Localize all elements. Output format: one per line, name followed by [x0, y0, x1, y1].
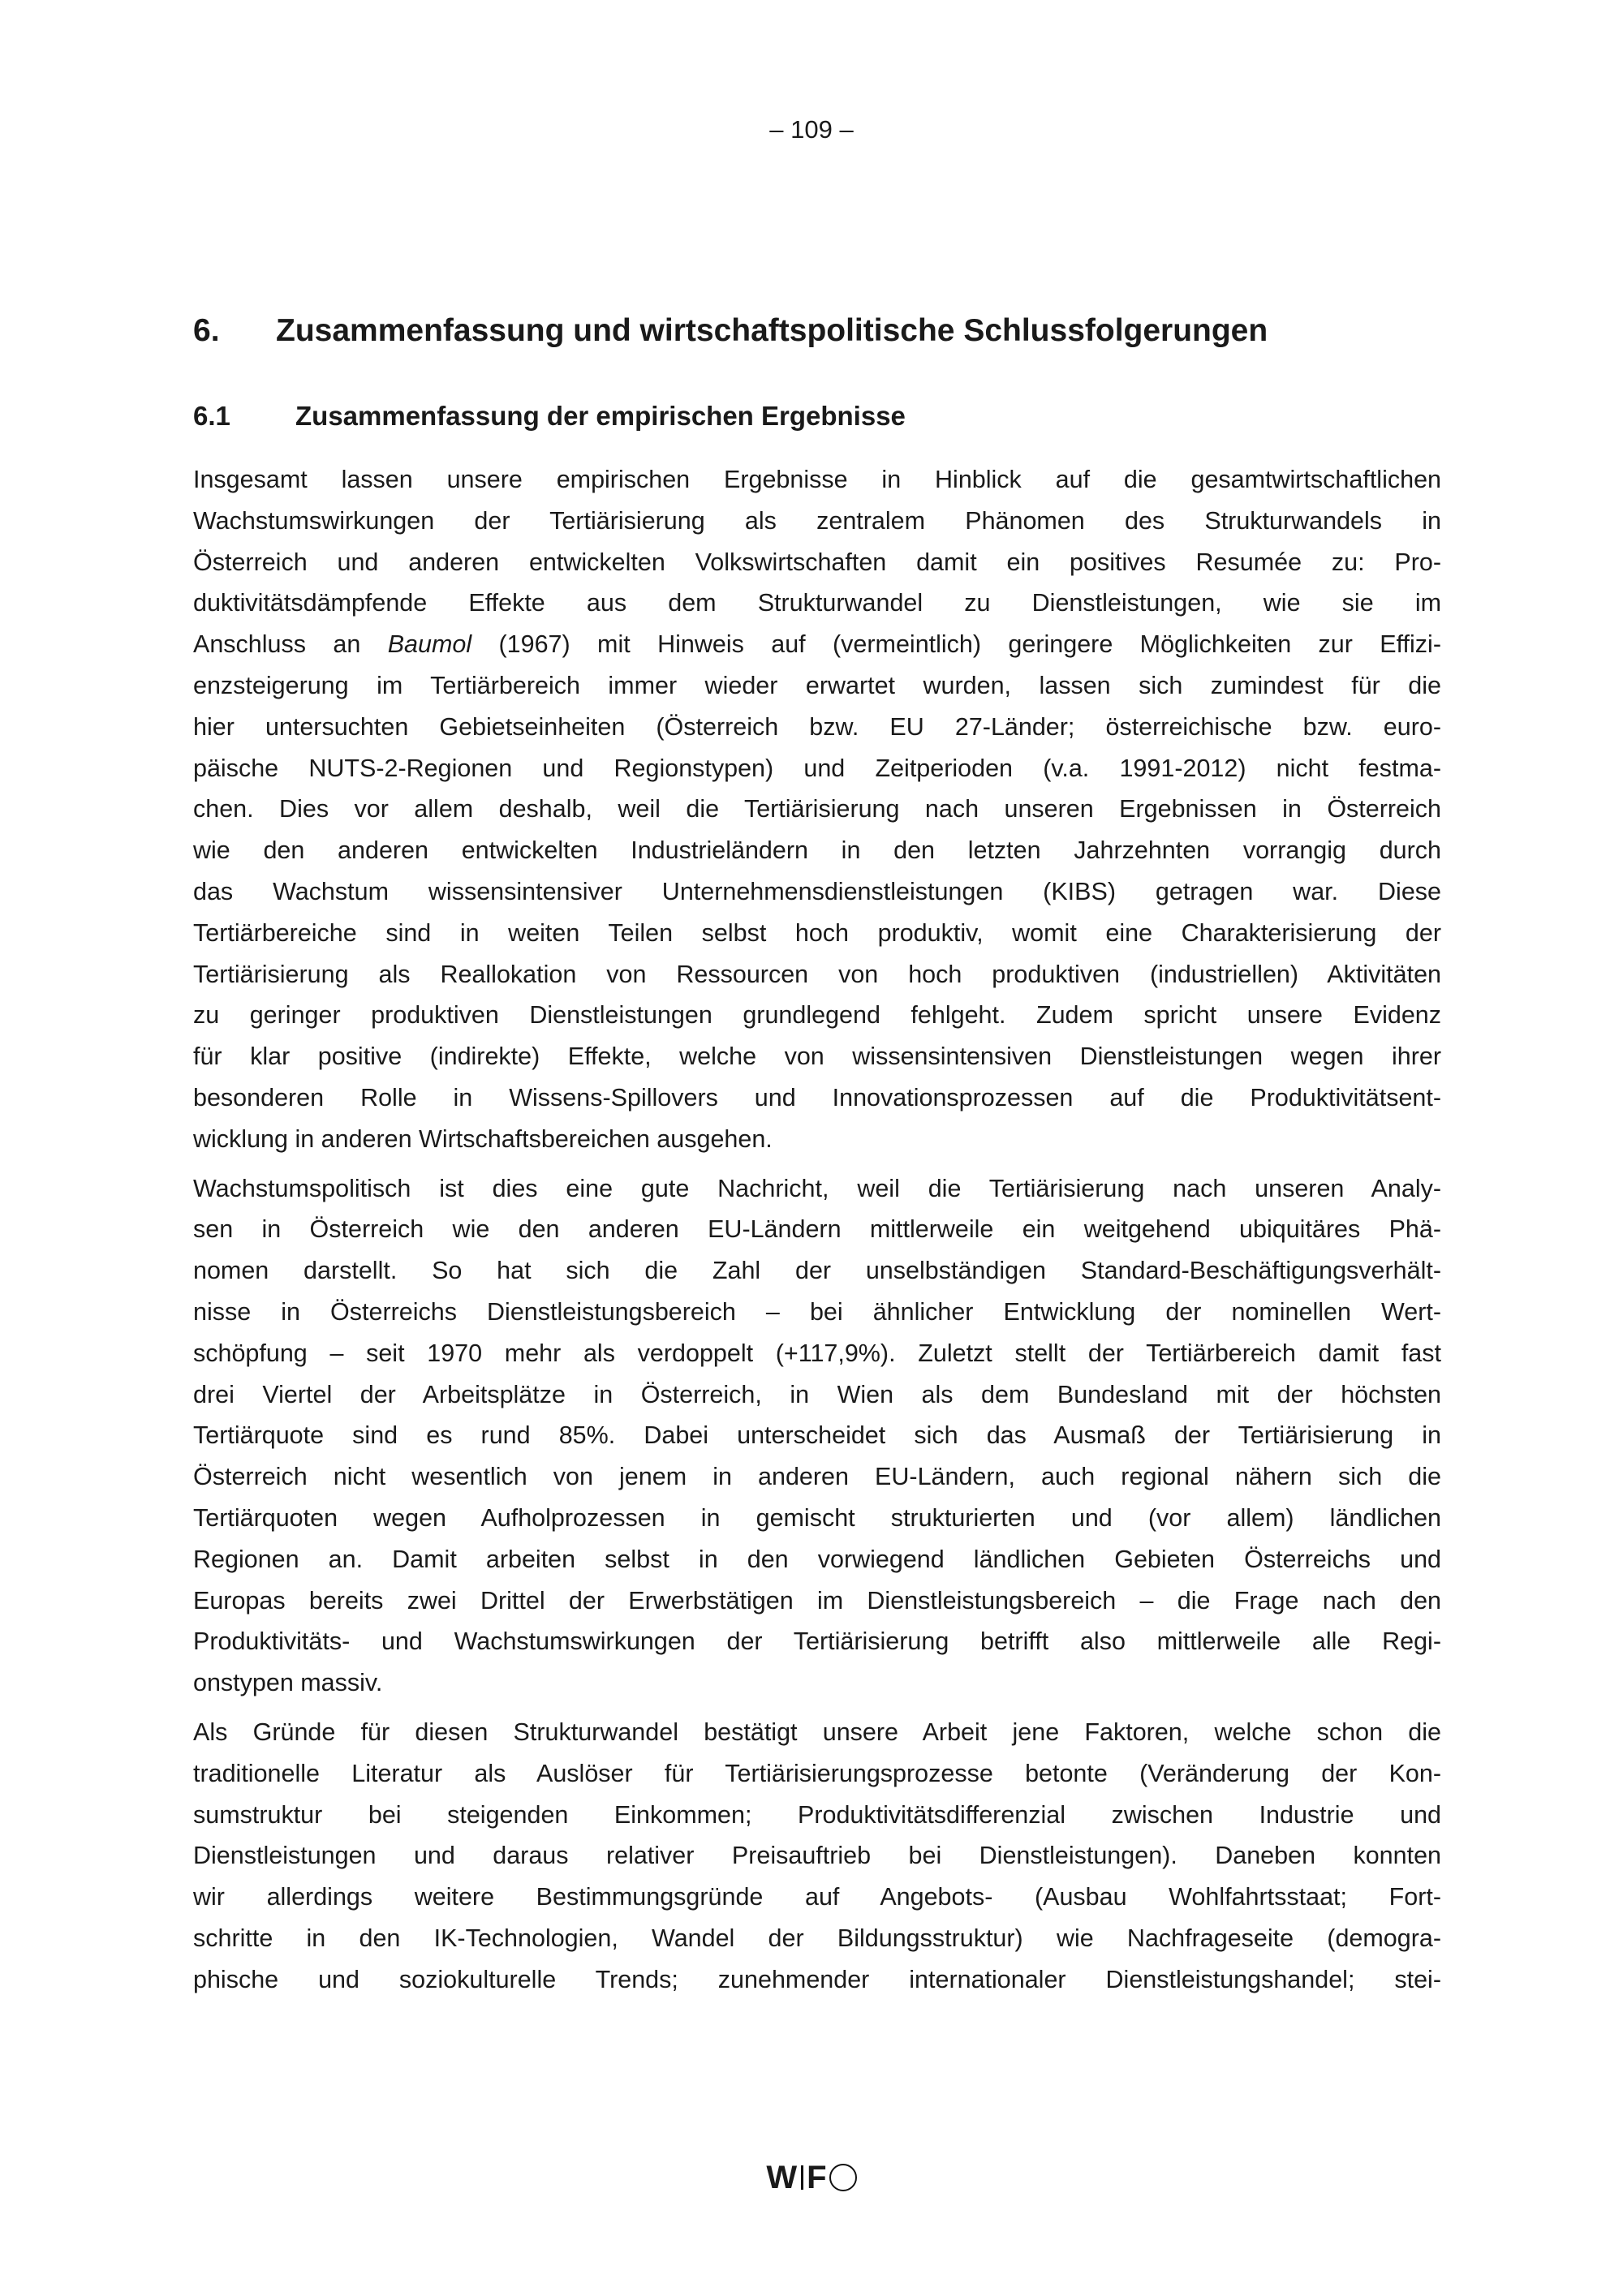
section-number: 6.1 — [193, 401, 230, 431]
text-line: nomen darstellt. So hat sich die Zahl der unselbständigen Standard-Beschäftigungsverhält- — [193, 1257, 1441, 1285]
body-text — [193, 459, 1441, 2008]
chapter-title: Zusammenfassung und wirtschaftspolitische Schlussfolgerungen — [276, 313, 1268, 348]
text-line: schöpfung – seit 1970 mehr als verdoppelt (+117,9%). Zuletzt stellt der Tertiärbereich damit fast — [193, 1339, 1441, 1367]
text-line: Produktivitäts- und Wachstumswirkungen der Tertiärisierung betrifft also mittlerweile alle Regi- — [193, 1627, 1441, 1656]
wifo-logo: W F — [0, 2160, 1623, 2196]
text-line: traditionelle Literatur als Auslöser für Tertiärisierungsprozesse betonte (Veränderung der Kon- — [193, 1759, 1441, 1787]
text-line: sumstruktur bei steigenden Einkommen; Produktivitätsdifferenzial zwischen Industrie und — [193, 1800, 1441, 1829]
italic-citation: Baumol — [387, 630, 472, 659]
page-number: – 109 – — [769, 115, 854, 144]
text-line: Dienstleistungen und daraus relativer Preisauftrieb bei Dienstleistungen). Daneben konnten — [193, 1842, 1441, 1870]
text-line: phische und soziokulturelle Trends; zunehmender internationaler Dienstleistungshandel; stei- — [193, 1965, 1441, 1993]
text-line: nisse in Österreichs Dienstleistungsbereich – bei ähnlicher Entwicklung der nominellen Wert- — [193, 1297, 1441, 1326]
chapter-number: 6. — [193, 313, 220, 348]
text-line: Insgesamt lassen unsere empirischen Ergebnisse in Hinblick auf die gesamtwirtschaftlichen — [193, 466, 1441, 493]
text-line: drei Viertel der Arbeitsplätze in Österreich, in Wien als dem Bundesland mit der höchsten — [193, 1380, 1441, 1408]
text-line: Tertiärbereiche sind in weiten Teilen selbst hoch produktiv, womit eine Charakterisierung der — [193, 918, 1441, 947]
text-line: Als Gründe für diesen Strukturwandel bestätigt unsere Arbeit jene Faktoren, welche schon die — [193, 1718, 1441, 1746]
section-title: Zusammenfassung der empirischen Ergebnisse — [295, 401, 906, 431]
text-line: wie den anderen entwickelten Industrieländern in den letzten Jahrzehnten vorrangig durch — [193, 836, 1441, 865]
text-line: Tertiärisierung als Reallokation von Ressourcen von hoch produktiven (industriellen) Aktivitäten — [193, 960, 1441, 988]
section-heading — [193, 401, 906, 432]
text-line: Regionen an. Damit arbeiten selbst in den vorwiegend ländlichen Gebieten Österreichs und — [193, 1545, 1441, 1573]
text-line: besonderen Rolle in Wissens-Spillovers und Innovationsprozessen auf die Produktivitätsent- — [193, 1083, 1441, 1111]
text-line: Tertiärquote sind es rund 85%. Dabei unterscheidet sich das Ausmaß der Tertiärisierung in — [193, 1421, 1441, 1450]
text-line: päische NUTS-2-Regionen und Regionstypen) und Zeitperioden (v.a. 1991-2012) nicht festma- — [193, 754, 1441, 782]
text-line: Österreich und anderen entwickelten Volkswirtschaften damit ein positives Resumée zu: Pro- — [193, 548, 1441, 576]
text-line: wir allerdings weitere Bestimmungsgründe auf Angebots- (Ausbau Wohlfahrtsstaat; Fort- — [193, 1883, 1441, 1911]
text-line: für klar positive (indirekte) Effekte, welche von wissensintensiven Dienstleistungen wegen ihrer — [193, 1043, 1441, 1071]
text-line: Europas bereits zwei Drittel der Erwerbstätigen im Dienstleistungsbereich – die Frage nach den — [193, 1586, 1441, 1615]
paragraph — [193, 1168, 1441, 1704]
paragraph — [193, 459, 1441, 1160]
text-line: enzsteigerung im Tertiärbereich immer wieder erwartet wurden, lassen sich zumindest für die — [193, 671, 1441, 699]
paragraph — [193, 1712, 1441, 2001]
chapter-heading — [193, 313, 1268, 349]
text-line: chen. Dies vor allem deshalb, weil die Tertiärisierung nach unseren Ergebnissen in Österreich — [193, 795, 1441, 823]
text-line: Tertiärquoten wegen Aufholprozessen in gemischt strukturierten und (vor allem) ländlichen — [193, 1503, 1441, 1532]
text-line: Wachstumspolitisch ist dies eine gute Nachricht, weil die Tertiärisierung nach unseren Analy- — [193, 1174, 1441, 1202]
text-line: Wachstumswirkungen der Tertiärisierung als zentralem Phänomen des Strukturwandels in — [193, 506, 1441, 535]
text-span: (1967) mit Hinweis auf (vermeintlich) geringere Möglichkeiten zur Effizi- — [471, 630, 1441, 659]
text-span: Anschluss an — [193, 630, 388, 659]
text-line: Österreich nicht wesentlich von jenem in anderen EU-Ländern, auch regional nähern sich die — [193, 1463, 1441, 1491]
text-line: schritte in den IK-Technologien, Wandel der Bildungsstruktur) wie Nachfrageseite (demogra- — [193, 1924, 1441, 1952]
text-line: das Wachstum wissensintensiver Unternehmensdienstleistungen (KIBS) getragen war. Diese — [193, 877, 1441, 905]
text-line — [193, 624, 1441, 665]
text-line: wicklung in anderen Wirtschaftsbereichen ausgehen. — [193, 1124, 773, 1153]
text-line: duktivitätsdämpfende Effekte aus dem Strukturwandel zu Dienstleistungen, wie sie im — [193, 589, 1441, 617]
text-line: onstypen massiv. — [193, 1669, 383, 1697]
text-line: sen in Österreich wie den anderen EU-Ländern mittlerweile ein weitgehend ubiquitäres Phä- — [193, 1215, 1441, 1244]
text-line: zu geringer produktiven Dienstleistungen grundlegend fehlgeht. Zudem spricht unsere Evidenz — [193, 1001, 1441, 1030]
text-line: hier untersuchten Gebietseinheiten (Österreich bzw. EU 27-Länder; österreichische bzw. euro- — [193, 712, 1441, 741]
